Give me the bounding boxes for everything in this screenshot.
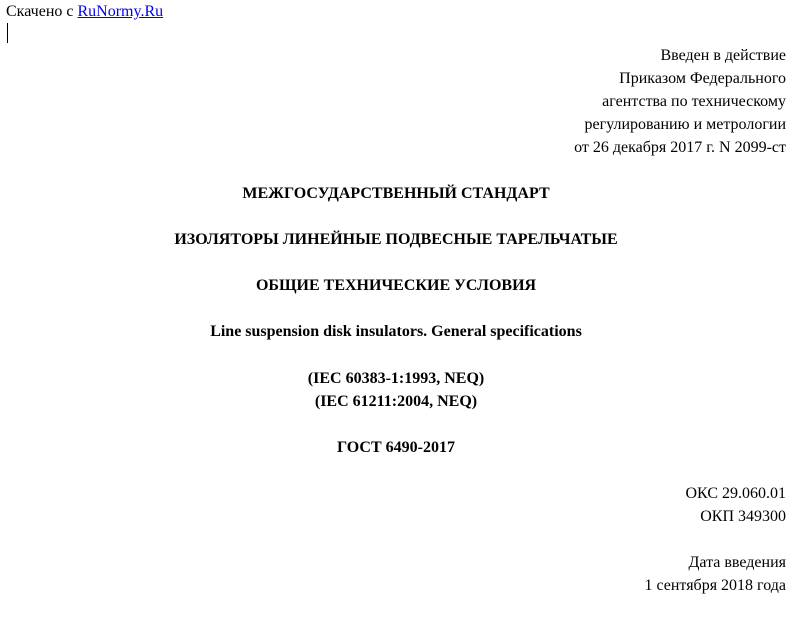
standard-type-heading: МЕЖГОСУДАРСТВЕННЫЙ СТАНДАРТ <box>242 185 550 202</box>
introduction-date: 1 сентября 2018 года <box>644 577 786 594</box>
standard-subtitle-heading: ОБЩИЕ ТЕХНИЧЕСКИЕ УСЛОВИЯ <box>255 277 537 294</box>
english-title: Line suspension disk insulators. General specifications <box>210 323 582 340</box>
okp-code: ОКП 349300 <box>700 508 786 525</box>
introduction-date-block <box>644 551 786 597</box>
oks-code: ОКС 29.060.01 <box>685 485 786 502</box>
download-prefix: Скачено с <box>6 3 78 20</box>
introduction-label: Дата введения <box>688 554 786 571</box>
enactment-line: Приказом Федерального <box>619 70 786 87</box>
enactment-line: Введен в действие <box>660 47 786 64</box>
iec-reference: (IEC 61211:2004, NEQ) <box>314 393 478 410</box>
gost-code: ГОСТ 6490-2017 <box>337 439 455 456</box>
classification-block <box>686 482 787 528</box>
enactment-block <box>574 44 786 159</box>
download-source-line <box>6 0 163 23</box>
text-cursor <box>7 23 8 43</box>
enactment-line: регулированию и метрологии <box>584 116 786 133</box>
enactment-line: агентства по техническому <box>602 93 786 110</box>
standard-name-heading: ИЗОЛЯТОРЫ ЛИНЕЙНЫЕ ПОДВЕСНЫЕ ТАРЕЛЬЧАТЫЕ <box>174 231 618 248</box>
enactment-line: от 26 декабря 2017 г. N 2099-ст <box>574 139 786 156</box>
iec-reference: (IEC 60383-1:1993, NEQ) <box>307 370 485 387</box>
runormy-link[interactable]: RuNormy.Ru <box>77 3 164 20</box>
